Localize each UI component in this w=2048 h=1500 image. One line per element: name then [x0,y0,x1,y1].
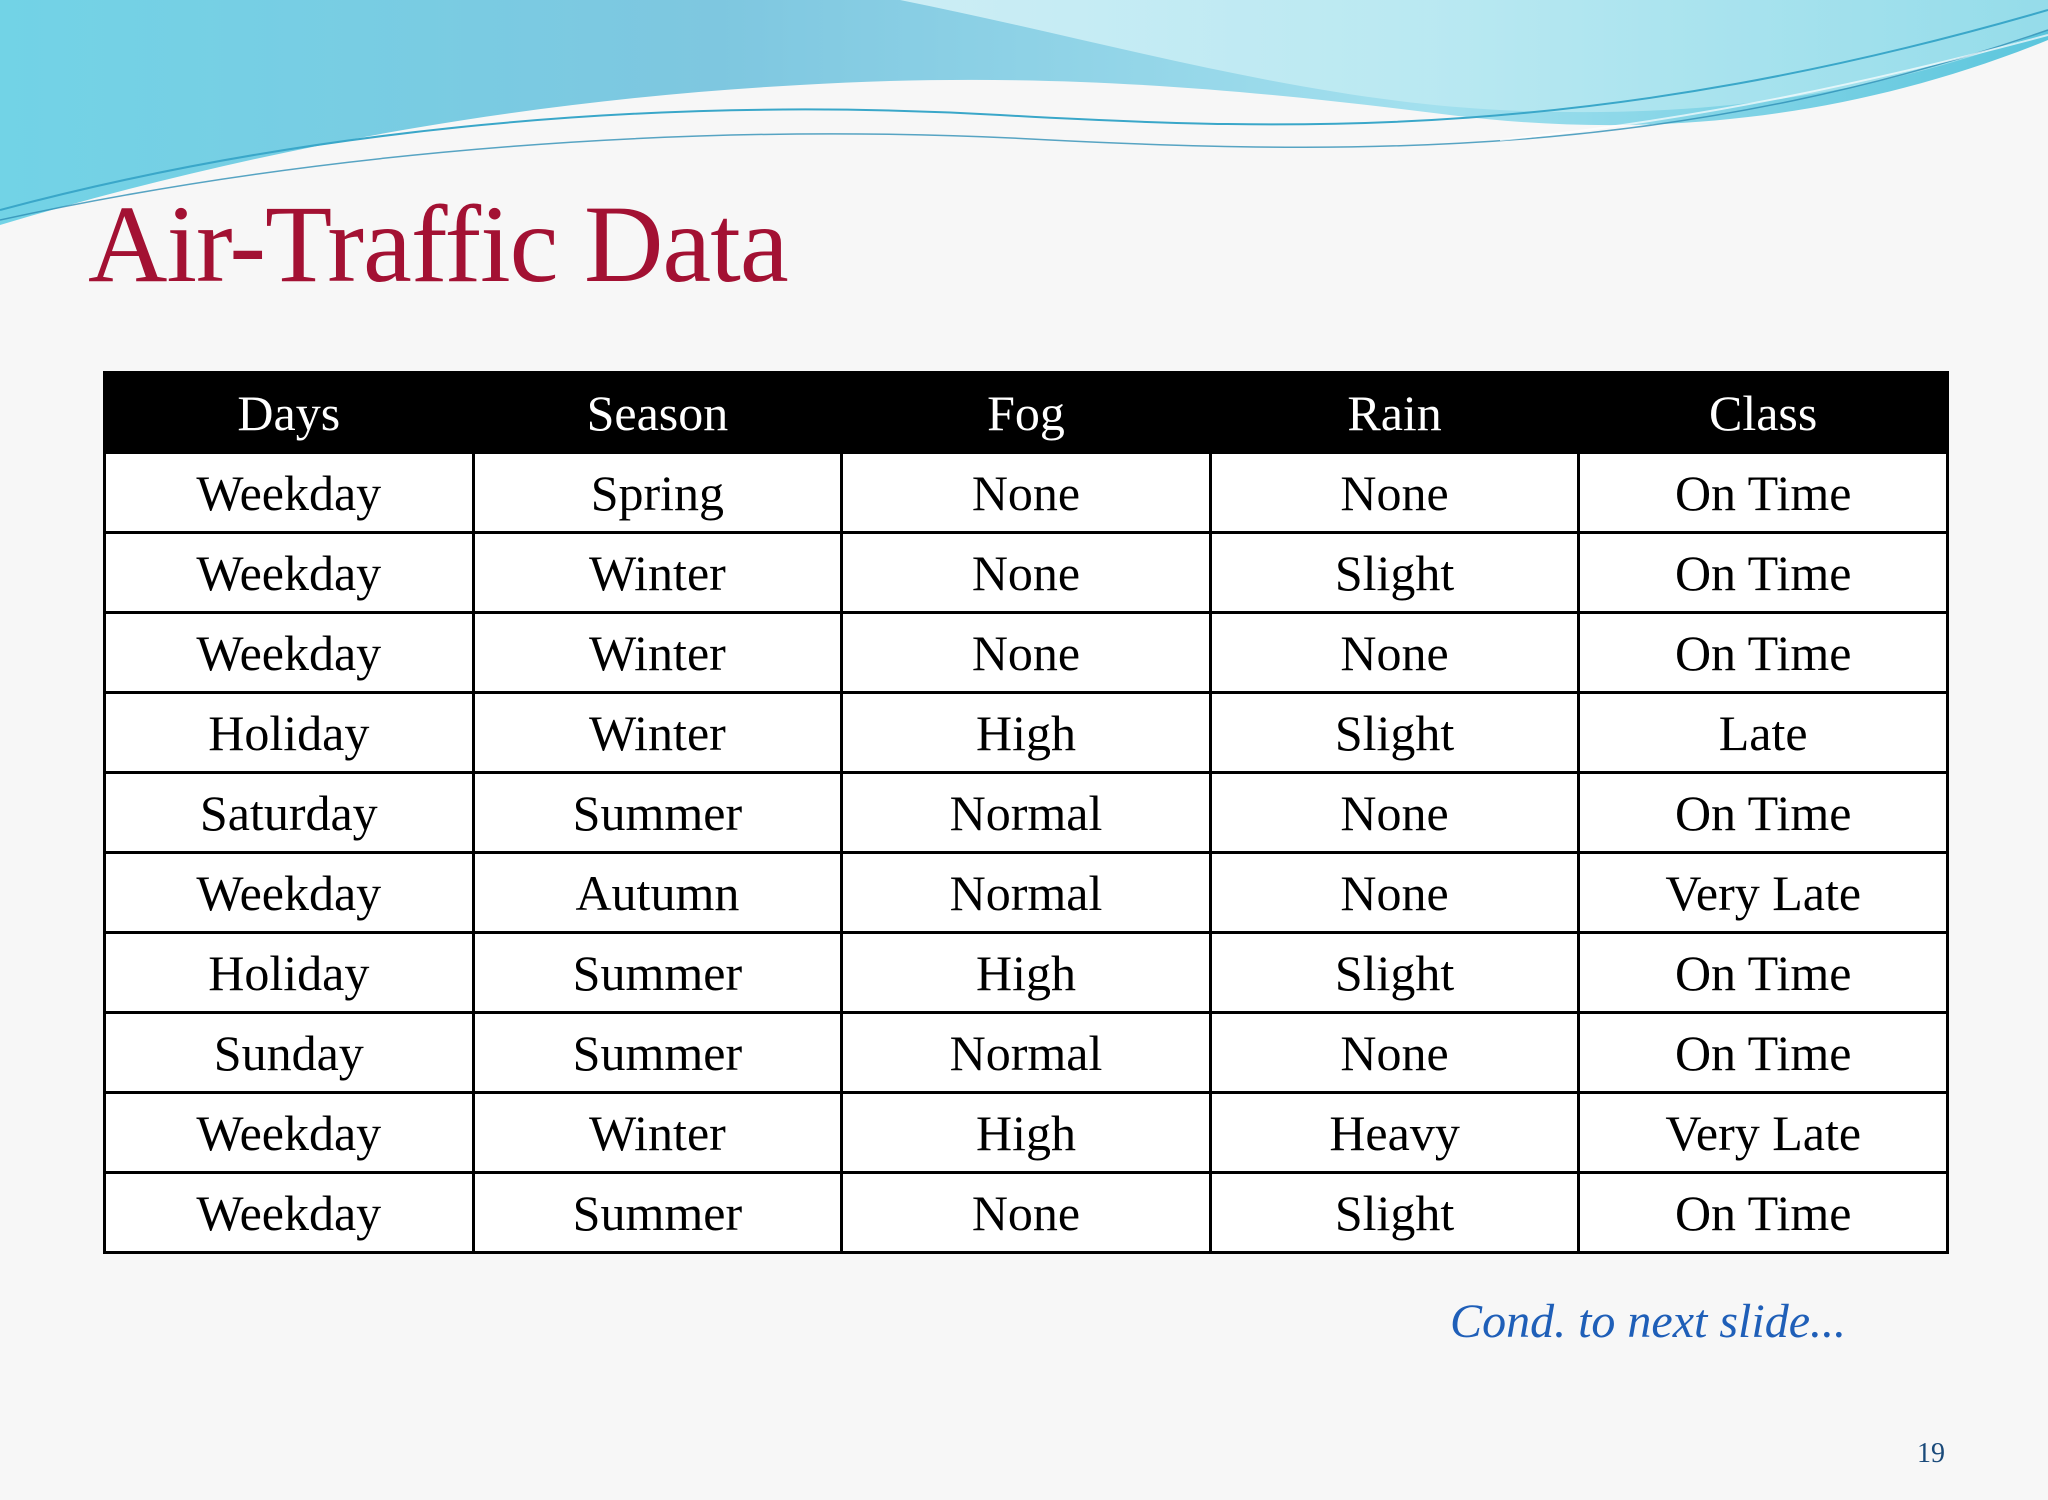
cell-fog: High [842,933,1211,1013]
cell-fog: High [842,693,1211,773]
cell-class: On Time [1579,1173,1948,1253]
cell-class: Very Late [1579,1093,1948,1173]
table-row [105,1093,1948,1173]
table-row [105,533,1948,613]
table-row [105,773,1948,853]
cell-class: Very Late [1579,853,1948,933]
cell-season: Summer [473,1013,842,1093]
cell-rain: None [1210,1013,1579,1093]
cell-rain: Slight [1210,933,1579,1013]
cell-season: Spring [473,453,842,533]
cell-class: On Time [1579,933,1948,1013]
table-row [105,693,1948,773]
table-row [105,453,1948,533]
cell-season: Autumn [473,853,842,933]
header-season: Season [473,373,842,453]
cell-rain: Slight [1210,693,1579,773]
page-number: 19 [1917,1438,1945,1469]
cell-days: Holiday [105,693,474,773]
cell-class: On Time [1579,613,1948,693]
cell-fog: Normal [842,1013,1211,1093]
table-row [105,1173,1948,1253]
cell-class: On Time [1579,1013,1948,1093]
cell-fog: Normal [842,773,1211,853]
cell-class: Late [1579,693,1948,773]
cell-fog: None [842,533,1211,613]
cell-days: Holiday [105,933,474,1013]
air-traffic-table [103,371,1949,1254]
continued-note: Cond. to next slide... [1450,1295,1846,1348]
cell-class: On Time [1579,453,1948,533]
cell-rain: None [1210,453,1579,533]
cell-days: Weekday [105,1173,474,1253]
cell-days: Weekday [105,853,474,933]
table-header-row [105,373,1948,453]
cell-rain: None [1210,853,1579,933]
slide-title: Air-Traffic Data [88,183,788,305]
cell-rain: Slight [1210,533,1579,613]
table-row [105,933,1948,1013]
table-row [105,613,1948,693]
table-row [105,1013,1948,1093]
cell-fog: None [842,453,1211,533]
cell-fog: None [842,613,1211,693]
cell-season: Winter [473,1093,842,1173]
cell-days: Weekday [105,533,474,613]
table-row [105,853,1948,933]
cell-season: Summer [473,773,842,853]
cell-season: Summer [473,933,842,1013]
cell-class: On Time [1579,533,1948,613]
cell-fog: High [842,1093,1211,1173]
cell-days: Saturday [105,773,474,853]
cell-days: Weekday [105,1093,474,1173]
header-class: Class [1579,373,1948,453]
cell-rain: None [1210,613,1579,693]
header-rain: Rain [1210,373,1579,453]
cell-season: Winter [473,613,842,693]
cell-rain: Slight [1210,1173,1579,1253]
cell-fog: None [842,1173,1211,1253]
cell-rain: Heavy [1210,1093,1579,1173]
header-days: Days [105,373,474,453]
cell-rain: None [1210,773,1579,853]
cell-season: Winter [473,693,842,773]
cell-season: Winter [473,533,842,613]
cell-days: Weekday [105,613,474,693]
header-fog: Fog [842,373,1211,453]
cell-days: Sunday [105,1013,474,1093]
cell-fog: Normal [842,853,1211,933]
cell-days: Weekday [105,453,474,533]
cell-season: Summer [473,1173,842,1253]
cell-class: On Time [1579,773,1948,853]
